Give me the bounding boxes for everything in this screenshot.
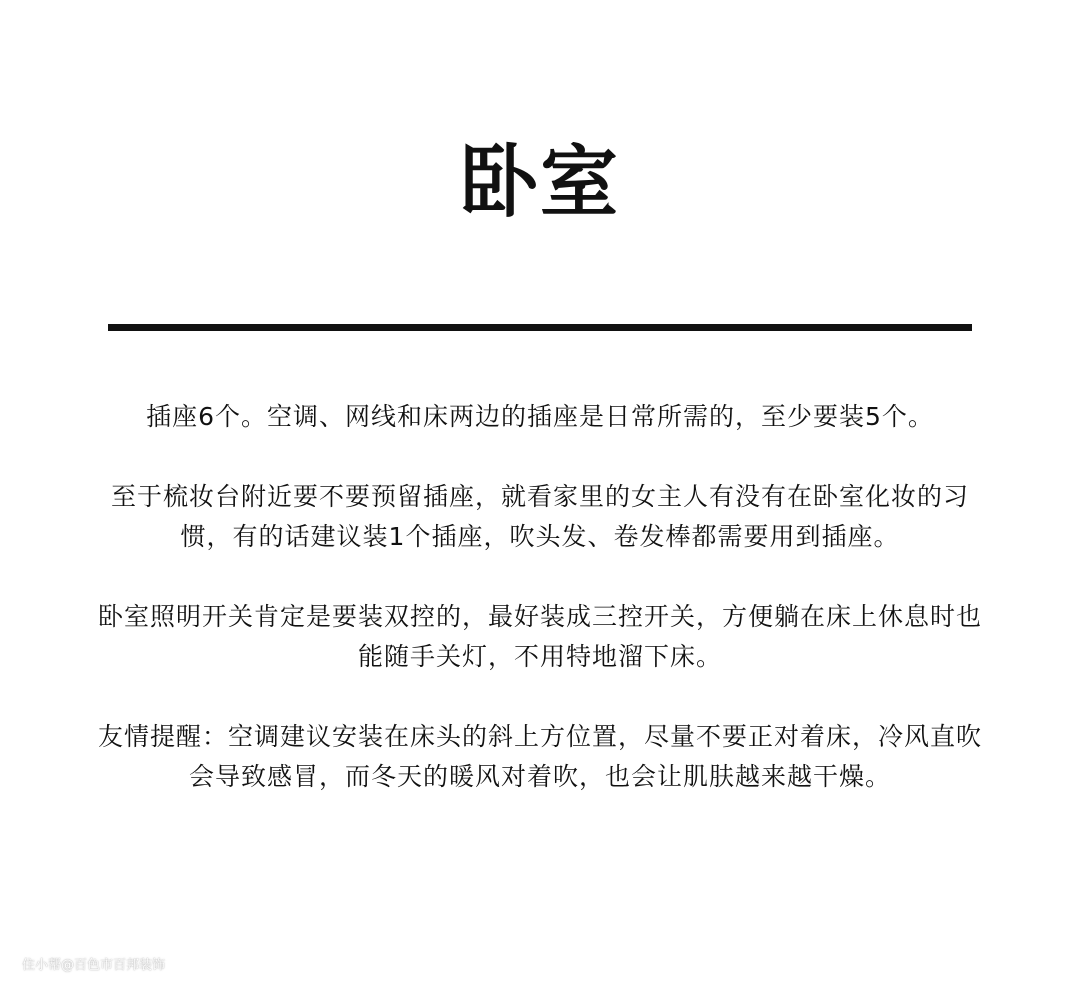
paragraph-line: 插座6个。空调、网线和床两边的插座是日常所需的，至少要装5个。 [146,402,934,431]
paragraph-line: 卧室照明开关肯定是要装双控的，最好装成三控开关，方便躺在床上休息时也 [97,602,982,631]
paragraph-line: 友情提醒：空调建议安装在床头的斜上方位置，尽量不要正对着床，冷风直吹 [97,722,982,751]
article-body [40,397,1040,797]
paragraph-lighting [40,597,1040,677]
title-divider [108,324,972,331]
paragraph-line: 能随手关灯，不用特地溜下床。 [357,642,722,671]
paragraph-sockets [40,397,1040,437]
paragraph-line: 至于梳妆台附近要不要预留插座，就看家里的女主人有没有在卧室化妆的习 [110,482,969,511]
paragraph-tip [40,717,1040,797]
paragraph-line: 惯，有的话建议装1个插座，吹头发、卷发棒都需要用到插座。 [180,522,900,551]
paragraph-vanity [40,477,1040,557]
watermark-text: 住小帮@百色市百邦装饰 [22,958,166,973]
paragraph-line: 会导致感冒，而冬天的暖风对着吹，也会让肌肤越来越干燥。 [188,762,891,791]
page-title: 卧室 [459,138,620,228]
